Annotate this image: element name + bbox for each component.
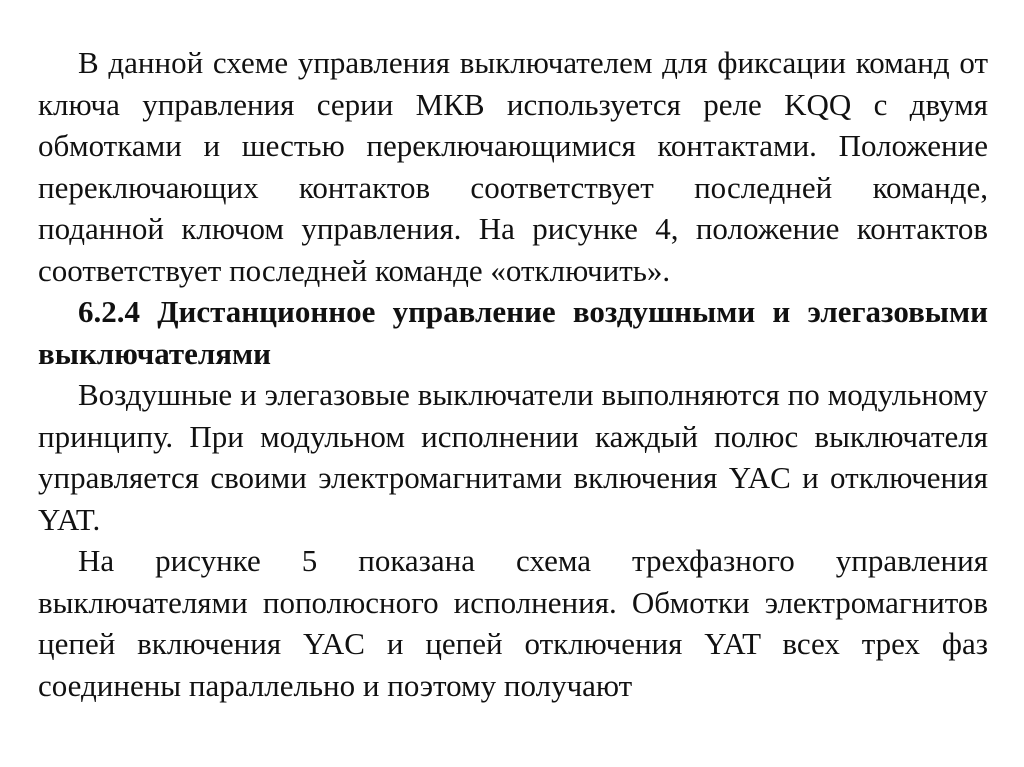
paragraph-modular-principle: Воздушные и элегазовые выключатели выполняются по модульному принципу. При модульном исполнении каждый полюс выключателя управляется своими электромагнитами включения YAC и отключения YAT. bbox=[38, 377, 988, 537]
section-heading-6-2-4: 6.2.4 Дистанционное управление воздушными и элегазовыми выключателями bbox=[38, 294, 988, 371]
document-page bbox=[38, 42, 988, 706]
paragraph-relay-kqq: В данной схеме управления выключателем для фиксации команд от ключа управления серии МКВ используется реле KQQ с двумя обмотками и шестью переключающимися контактами. Положение переключающих контактов соответствует последней команде, поданной ключом управления. На рисунке 4, положение контактов соответствует последней команде «отключить». bbox=[38, 45, 988, 288]
paragraph-figure-5: На рисунке 5 показана схема трехфазного управления выключателями пополюсного исполнения. Обмотки электромагнитов цепей включения YAC и цепей отключения YAT всех трех фаз соединены параллельно и поэтому получают bbox=[38, 543, 988, 703]
